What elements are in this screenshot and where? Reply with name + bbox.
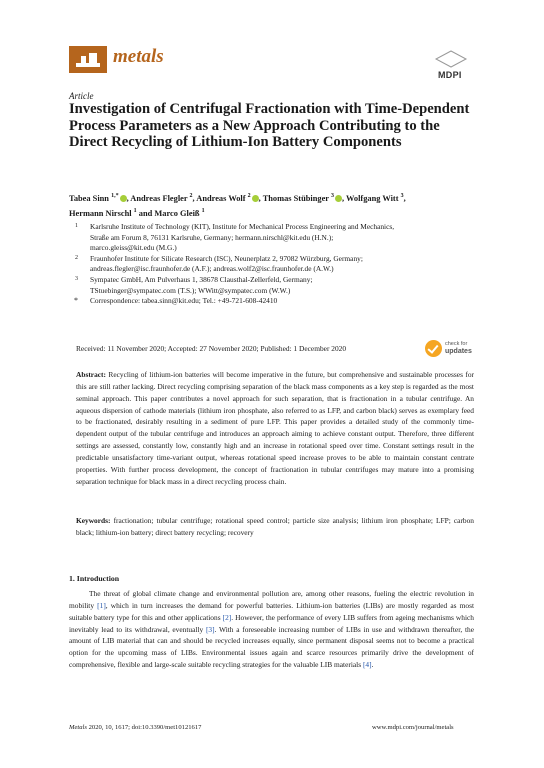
affiliation-line: Fraunhofer Institute for Silicate Research (ISC), Neunerplatz 2, 97082 Würzburg, Germany; (90, 253, 363, 263)
abstract-text: Recycling of lithium-ion batteries will become imperative in the future, but comprehensive and sustainable processes for this are still rather lacking. Direct recycling comprising separation of the black mass components as a key step is regarded as the most seminal approach. This paper contributes a novel approach for such separation, that is fractionation in a tubular centrifuge. An aqueous dispersion of cathode materials (lithium iron phosphate, also referred to as LFP, and carbon black) serves as exemplary feed to be fractionated, desirably resulting in a sediment of pure LFP. This paper provides a detailed study of the commonly time-dependent output of the tubular centrifuge and introduces an approach aiming to achieve constant output. Therefore, three different settings are assessed, constantly low, constantly high and an increase in rotational speed over time. Constant settings result in the predictable unsatisfactory time-variant output, whereas rotational speed increase proves to be able to maintain constant centrate properties. With further process development, the concept of fractionation in tubular centrifuges may mature into a promising separation technique for black mass in a direct recycling process chain. (76, 370, 474, 486)
affiliation-line: TStuebinger@sympatec.com (T.S.); WWitt@sympatec.com (W.W.) (90, 285, 291, 295)
keywords (76, 515, 474, 539)
paragraph-text: . With a foreseeable increasing number of LIBs in use and withdrawn thereafter, the amount of LIB material that can and should be recycled increases equally, since permanent disposal seems not to become a practical option for the upcoming mass of LIBs. Environmental issues again and scarce resources primarily drive the development of comprehensive, flexible and large-scale suitable recycling strategies for the valuable LIB materials (69, 624, 474, 670)
author-name: Marco Gleiß (154, 208, 202, 218)
author-separator: and (136, 208, 155, 218)
author-name: Andreas Flegler (130, 193, 190, 203)
author-separator: , (403, 193, 406, 203)
affiliation-mark: 1 (75, 223, 78, 229)
orcid-icon[interactable] (335, 195, 342, 202)
check-updates-line1: check for (445, 341, 468, 347)
affiliation-item (69, 254, 489, 275)
footer-url[interactable]: www.mdpi.com/journal/metals (372, 724, 454, 731)
citation-link[interactable]: [1] (97, 600, 106, 610)
affiliation-mark: 3 (75, 275, 78, 282)
check-updates-line2: updates (445, 348, 472, 355)
affiliation-line: Sympatec GmbH, Am Pulverhaus 1, 38678 Clausthal-Zellerfeld, Germany; (90, 274, 313, 284)
footer-citation-text: 2020, 10, 1617; doi:10.3390/met10121617 (86, 724, 202, 731)
author-separator: , (258, 193, 263, 203)
author-name: Thomas Stübinger (262, 193, 331, 203)
paragraph-text: , which in turn increases the demand for powerful batteries. Lithium-ion batteries (LIBs) are mostly regarded as most suitable battery type for this and other applications (69, 600, 474, 622)
keywords-label: Keywords: (76, 516, 111, 525)
article-type: Article (69, 91, 94, 101)
affiliation-line: Karlsruhe Institute of Technology (KIT), Institute for Mechanical Process Engineering and Mechanics, (90, 222, 395, 231)
citation-link[interactable]: [3] (205, 624, 215, 634)
orcid-icon[interactable] (120, 195, 127, 202)
footer-journal: Metals (69, 724, 87, 731)
author-affiliation-mark: 2 (247, 193, 251, 199)
journal-name: metals (113, 46, 164, 67)
author-affiliation-mark: 1 (133, 208, 137, 215)
paragraph-text: . However, the performance of every LIB suffers from ageing mechanisms which inevitably lead to its withdrawal, eventually (69, 612, 474, 634)
journal-logo-icon (69, 46, 107, 73)
check-for-updates-badge[interactable] (425, 339, 473, 359)
author-name: Hermann Nirschl (69, 208, 134, 218)
author-affiliation-mark: 1,* (111, 193, 119, 199)
author-separator: , (126, 193, 131, 203)
author-separator: , (192, 193, 197, 203)
citation-link[interactable]: [2] (222, 612, 232, 622)
affiliation-line: marco.gleiss@kit.edu (M.G.) (90, 243, 177, 253)
author-affiliation-mark: 2 (189, 193, 193, 199)
author-affiliation-mark: 3 (330, 193, 334, 199)
introduction-paragraph (69, 588, 474, 671)
article-title: Investigation of Centrifugal Fractionation with Time-Dependent Process Parameters as a New Approach Contributing to the Direct Recycling of Lithium-Ion Battery Components (69, 101, 470, 150)
section-heading: 1. Introduction (69, 574, 120, 583)
author-separator: , (341, 193, 346, 203)
publisher-name: MDPI (438, 70, 462, 80)
orcid-icon[interactable] (252, 195, 259, 202)
affiliation-line: andreas.flegler@isc.fraunhofer.de (A.F.); andreas.wolf2@isc.fraunhofer.de (A.W.) (90, 264, 334, 274)
affiliation-item (69, 296, 489, 307)
affiliation-item (69, 275, 489, 296)
footer-citation (69, 724, 201, 731)
publication-dates: Received: 11 November 2020; Accepted: 27 November 2020; Published: 1 December 2020 (76, 344, 347, 353)
abstract (76, 369, 474, 487)
paragraph-text: . (371, 660, 374, 670)
affiliation-item (69, 222, 489, 254)
affiliation-line: Straße am Forum 8, 76131 Karlsruhe, Germany; hermann.nirschl@kit.edu (H.N.); (90, 232, 334, 242)
author-name: Wolfgang Witt (346, 193, 401, 203)
abstract-label: Abstract: (76, 370, 106, 379)
keywords-text: fractionation; tubular centrifuge; rotational speed control; particle size analysis; lithium iron phosphate; LFP; carbon black; lithium-ion battery; direct battery recycling; recovery (76, 516, 474, 537)
affiliations (69, 222, 489, 307)
author-name: Andreas Wolf (196, 193, 248, 203)
author-name: Tabea Sinn (69, 193, 112, 203)
affiliation-mark: 2 (75, 254, 78, 261)
author-affiliation-mark: 3 (400, 193, 404, 199)
author-affiliation-mark: 1 (201, 208, 205, 215)
citation-link[interactable]: [4] (362, 660, 372, 670)
affiliation-mark: * (74, 296, 78, 306)
check-icon (425, 340, 442, 357)
author-list (69, 190, 489, 220)
affiliation-line: Correspondence: tabea.sinn@kit.edu; Tel.: +49-721-608-42410 (90, 296, 278, 306)
paragraph-text: The threat of global climate change and environmental pollution are, among other reasons, fueling the electric revolution in mobility (69, 589, 474, 610)
